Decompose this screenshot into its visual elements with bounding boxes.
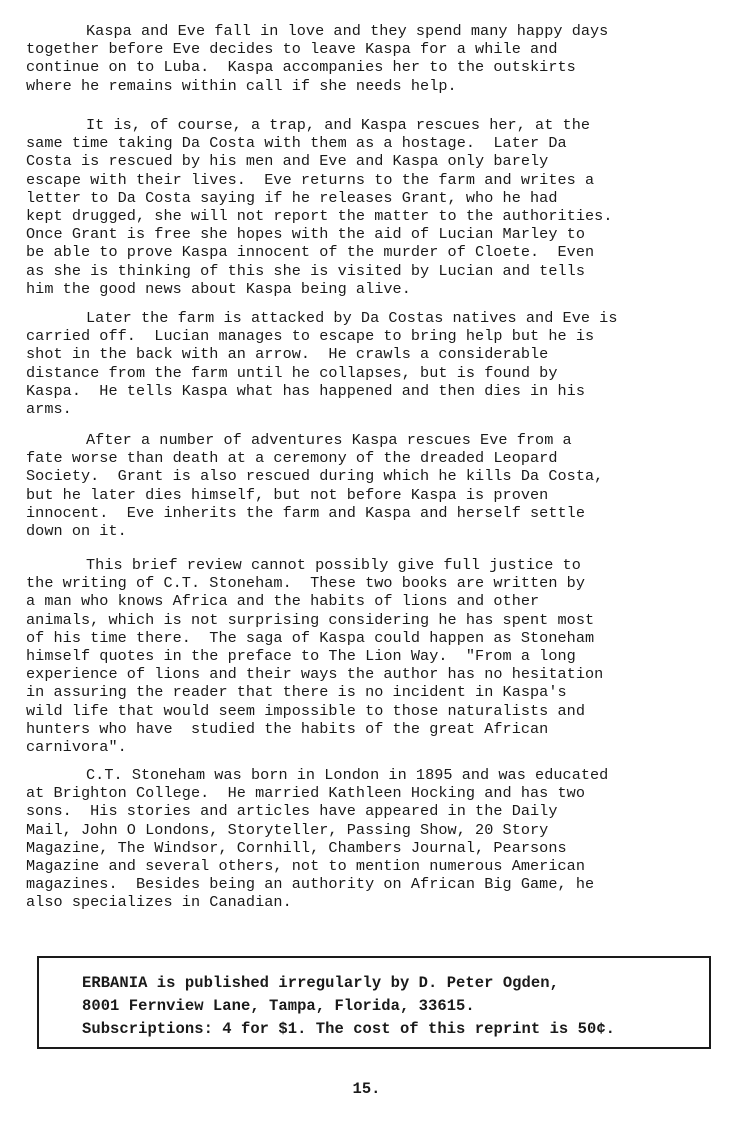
text-line: Magazine, The Windsor, Cornhill, Chambers Journal, Pearsons (26, 838, 567, 857)
text-line: magazines. Besides being an authority on African Big Game, he (26, 875, 595, 894)
text-line: Mail, John O Londons, Storyteller, Passing Show, 20 Story (26, 820, 549, 839)
paragraph-review (26, 556, 716, 756)
text-line: fate worse than death at a ceremony of the dreaded Leopard (26, 449, 558, 468)
text-line: Once Grant is free she hopes with the aid of Lucian Marley to (26, 225, 586, 244)
text-line: Later the farm is attacked by Da Costas natives and Eve is (86, 309, 618, 327)
text-line: Magazine and several others, not to mention numerous American (26, 856, 586, 875)
text-line: letter to Da Costa saying if he releases Grant, who he had (26, 188, 558, 207)
text-line: shot in the back with an arrow. He crawls a considerable (26, 345, 549, 364)
text-line: same time taking Da Costa with them as a hostage. Later Da (26, 134, 567, 153)
publication-info-text (82, 972, 615, 1041)
text-line: animals, which is not surprising considering he has spent most (26, 610, 595, 629)
text-line: himself quotes in the preface to The Lion Way. "From a long (26, 646, 576, 665)
text-line: as she is thinking of this she is visited by Lucian and tells (26, 261, 586, 280)
text-line: kept drugged, she will not report the matter to the authorities. (26, 206, 613, 225)
paragraph-trap-rescue (26, 116, 716, 298)
text-line: Kaspa and Eve fall in love and they spend many happy days (86, 22, 609, 40)
text-line: sons. His stories and articles have appeared in the Daily (26, 802, 558, 821)
text-line: arms. (26, 399, 72, 418)
text-line: where he remains within call if she needs help. (26, 76, 457, 95)
paragraph-author-bio (26, 766, 716, 912)
text-line: This brief review cannot possibly give full justice to (86, 556, 581, 574)
text-line: distance from the farm until he collapses, but is found by (26, 363, 558, 382)
text-line: the writing of C.T. Stoneham. These two books are written by (26, 574, 586, 593)
text-line: Society. Grant is also rescued during which he kills Da Costa, (26, 467, 604, 486)
text-line: down on it. (26, 521, 127, 540)
text-line: Costa is rescued by his men and Eve and Kaspa only barely (26, 152, 549, 171)
text-line: continue on to Luba. Kaspa accompanies her to the outskirts (26, 58, 576, 77)
paragraph-leopard-society (26, 431, 716, 540)
text-line: together before Eve decides to leave Kaspa for a while and (26, 40, 558, 59)
text-line: a man who knows Africa and the habits of lions and other (26, 592, 540, 611)
text-line: Kaspa. He tells Kaspa what has happened and then dies in his (26, 381, 586, 400)
text-line: After a number of adventures Kaspa rescues Eve from a (86, 431, 572, 449)
text-line: escape with their lives. Eve returns to the farm and writes a (26, 170, 595, 189)
text-line: him the good news about Kaspa being alive. (26, 279, 411, 298)
paragraph-farm-attack (26, 309, 716, 418)
text-line: It is, of course, a trap, and Kaspa rescues her, at the (86, 116, 591, 134)
text-line: experience of lions and their ways the author has no hesitation (26, 665, 604, 684)
text-line: wild life that would seem impossible to those naturalists and (26, 701, 586, 720)
text-line: carried off. Lucian manages to escape to bring help but he is (26, 327, 595, 346)
text-line: C.T. Stoneham was born in London in 1895 and was educated (86, 766, 609, 784)
page-number: 15. (352, 1080, 381, 1098)
publisher-line: ERBANIA is published irregularly by D. Peter Ogden, (82, 974, 559, 992)
text-line: carnivora". (26, 737, 127, 756)
text-line: at Brighton College. He married Kathleen Hocking and has two (26, 784, 586, 803)
text-line: of his time there. The saga of Kaspa could happen as Stoneham (26, 628, 595, 647)
text-line: innocent. Eve inherits the farm and Kaspa and herself settle (26, 503, 586, 522)
subscription-line: Subscriptions: 4 for $1. The cost of this reprint is 50¢. (82, 1020, 616, 1038)
paragraph-kaspa-eve-love (26, 22, 716, 95)
address-line: 8001 Fernview Lane, Tampa, Florida, 33615. (82, 997, 475, 1015)
text-line: be able to prove Kaspa innocent of the murder of Cloete. Even (26, 243, 595, 262)
text-line: in assuring the reader that there is no incident in Kaspa's (26, 683, 567, 702)
text-line: also specializes in Canadian. (26, 893, 292, 912)
text-line: but he later dies himself, but not before Kaspa is proven (26, 485, 549, 504)
text-line: hunters who have studied the habits of the great African (26, 719, 549, 738)
publication-info-box (37, 956, 711, 1049)
